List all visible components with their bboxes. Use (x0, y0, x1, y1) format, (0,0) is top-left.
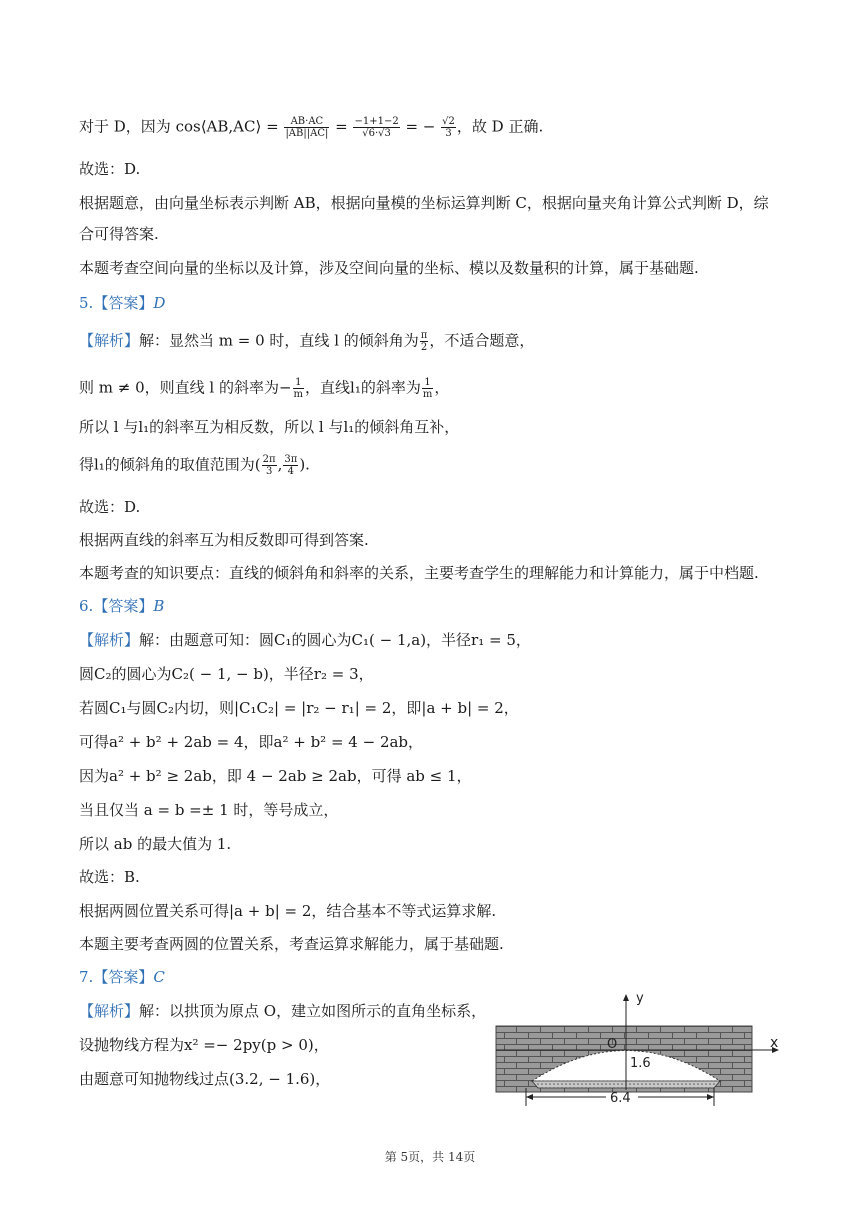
q7-analysis-line-3: 由题意可知抛物线过点(3.2, − 1.6)， (79, 1070, 331, 1088)
width-label: 6.4 (610, 1091, 631, 1106)
analysis-tag: 【解析】 (79, 1002, 140, 1020)
q6-analysis-line-4: 可得a² + b² + 2ab = 4，即a² + b² = 4 − 2ab， (79, 733, 424, 751)
q5-analysis-line-3: 所以 l 与l₁的斜率互为相反数，所以 l 与l₁的倾斜角互补， (79, 418, 460, 436)
q7-analysis-line-2: 设抛物线方程为x² =− 2py(p > 0)， (79, 1036, 329, 1054)
q6-analysis-line-5: 因为a² + b² ≥ 2ab，即 4 − 2ab ≥ 2ab，可得 ab ≤ 1， (79, 767, 472, 785)
analysis-tag: 【解析】 (79, 331, 140, 350)
y-axis-label: y (636, 991, 644, 1006)
fraction-dot-over-mod: $\frac{AB\cdot AC}{|AB||AC|}$ (285, 116, 329, 139)
q6-analysis-line-7: 所以 ab 的最大值为 1. (79, 835, 232, 853)
origin-label: O (607, 1037, 618, 1052)
q7-analysis-line-1: 【解析】解：以拱顶为原点 O，建立如图所示的直角坐标系， (79, 1002, 487, 1020)
q7-answer-header: 7.【答案】C (79, 968, 165, 986)
q5-analysis-line-4: 得l₁的倾斜角的取值范围为( $\frac{2\pi}{3}$ , $\frac{3\pi}{4}$ ). (79, 454, 310, 477)
fraction-numeric: $\frac{-1+1-2}{√6\cdot√3}$ (354, 116, 399, 139)
q6-summary: 本题主要考查两圆的位置关系，考查运算求解能力，属于基础题. (79, 935, 504, 953)
q5-reason: 根据两直线的斜率互为相反数即可得到答案. (79, 531, 369, 549)
q6-answer-header: 6.【答案】B (79, 597, 165, 615)
d-check-line: 对于 D，因为 cos⟨AB,AC⟩ = $\frac{AB\cdot AC}{|AB||AC|}$ = $\frac{-1+1-2}{√6\cdot√3}$ = − $\frac{√2}{3}$ ，故 D 正确. (79, 116, 544, 139)
q5-summary: 本题考查的知识要点：直线的倾斜角和斜率的关系，主要考查学生的理解能力和计算能力，属于中档题. (79, 564, 759, 582)
page-footer: 第 5页，共 14页 (384, 1150, 476, 1164)
q5-analysis-line-1: 【解析】解：显然当 m = 0 时，直线 l 的倾斜角为 $\frac{\pi}{2}$ ，不适合题意， (79, 330, 535, 353)
fraction-result: $\frac{√2}{3}$ (442, 116, 455, 139)
d-check-pre: 对于 D，因为 cos⟨AB,AC⟩ = (79, 117, 284, 136)
height-label: 1.6 (630, 1056, 651, 1071)
q5-answer-header: 5.【答案】D (79, 294, 166, 312)
arch-bridge-figure (492, 990, 784, 1110)
q4-summary: 本题考查空间向量的坐标以及计算，涉及空间向量的坐标、模以及数量积的计算，属于基础题. (79, 259, 699, 277)
q5-analysis-line-2: 则 m ≠ 0，则直线 l 的斜率为− $\frac{1}{m}$ ，直线l₁的斜率为 $\frac{1}{m}$ ， (79, 377, 450, 400)
y-axis-arrow (623, 994, 629, 1001)
q6-reason: 根据两圆位置关系可得|a + b| = 2，结合基本不等式运算求解. (79, 902, 497, 920)
x-axis-label: x (770, 1035, 779, 1051)
q6-analysis-line-2: 圆C₂的圆心为C₂( − 1, − b)，半径r₂ = 3， (79, 665, 374, 683)
analysis-tag: 【解析】 (79, 631, 140, 649)
q5-choice: 故选：D. (79, 498, 141, 516)
q6-analysis-line-3: 若圆C₁与圆C₂内切，则|C₁C₂| = |r₂ − r₁| = 2，即|a + b| = 2， (79, 699, 519, 717)
q6-analysis-line-6: 当且仅当 a = b =± 1 时，等号成立， (79, 801, 339, 819)
q6-analysis-line-1: 【解析】解：由题意可知：圆C₁的圆心为C₁( − 1,a)，半径r₁ = 5， (79, 631, 531, 649)
q4-reason: 根据题意，由向量坐标表示判断 AB，根据向量模的坐标运算判断 C，根据向量夹角计算公式判断 D，综合可得答案. (79, 194, 769, 243)
q6-choice: 故选：B. (79, 868, 140, 886)
q4-choice: 故选：D. (79, 160, 141, 178)
